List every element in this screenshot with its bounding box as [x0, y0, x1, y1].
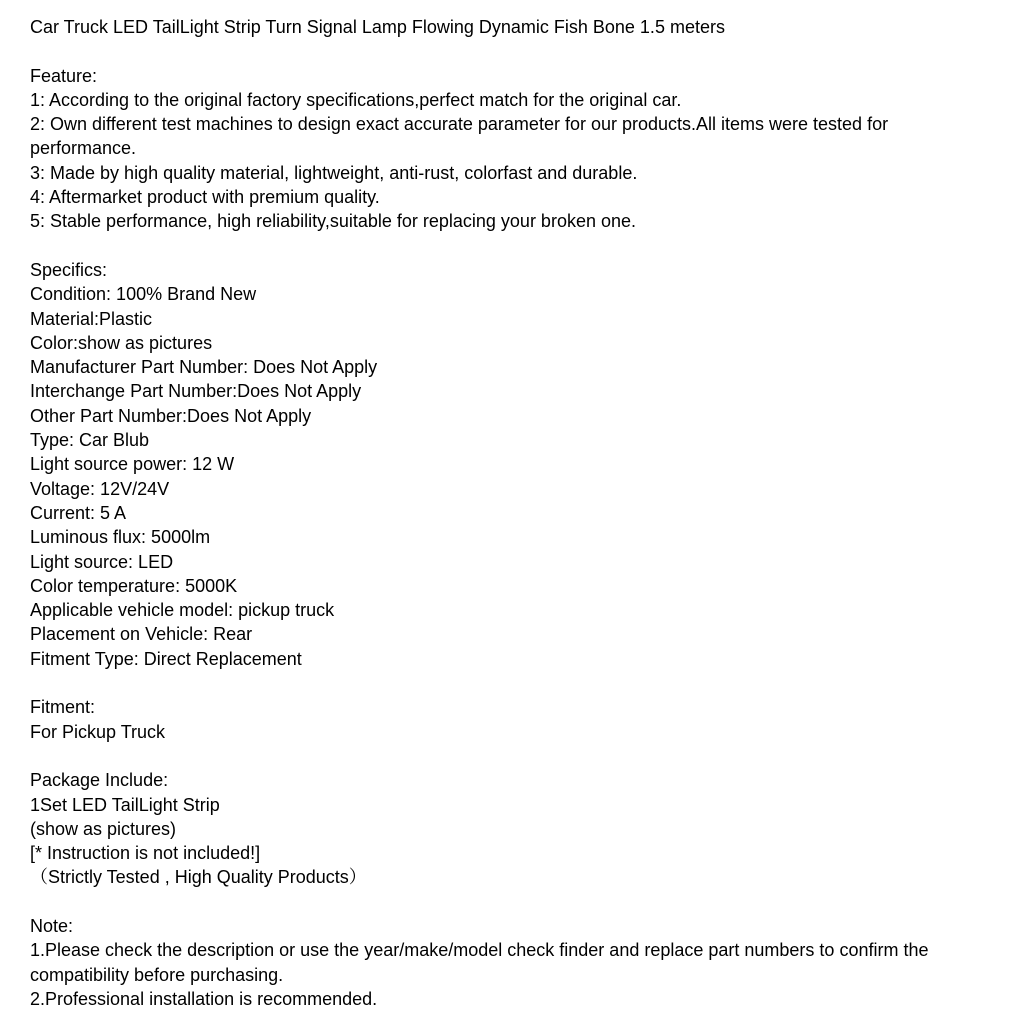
text-line: Placement on Vehicle: Rear	[30, 624, 253, 645]
text-line: 1.Please check the description or use the year/make/model check finder and replace part numbers to confirm the compatibility before purchasing.	[30, 940, 929, 985]
text-line: Luminous flux: 5000lm	[30, 527, 211, 548]
section-heading: Feature:	[30, 65, 98, 86]
text-line: 5: Stable performance, high reliability,suitable for replacing your broken one.	[30, 211, 637, 232]
text-line: (show as pictures)	[30, 818, 177, 839]
section-heading: Package Include:	[30, 770, 169, 791]
section-heading: Fitment:	[30, 697, 96, 718]
section-feature	[30, 64, 980, 234]
section-note	[30, 914, 980, 1011]
text-line: Other Part Number:Does Not Apply	[30, 405, 312, 426]
text-line: Color:show as pictures	[30, 332, 213, 353]
text-line: Applicable vehicle model: pickup truck	[30, 600, 335, 621]
text-line: Fitment Type: Direct Replacement	[30, 648, 302, 669]
text-line: 2.Professional installation is recommended.	[30, 988, 378, 1009]
text-line: Light source power: 12 W	[30, 454, 235, 475]
text-line: Type: Car Blub	[30, 430, 150, 451]
page-title: Car Truck LED TailLight Strip Turn Signal Lamp Flowing Dynamic Fish Bone 1.5 meters	[30, 17, 725, 37]
text-line: For Pickup Truck	[30, 721, 166, 742]
text-line: 3: Made by high quality material, lightweight, anti-rust, colorfast and durable.	[30, 162, 638, 183]
section-specifics	[30, 258, 980, 671]
section-heading: Note:	[30, 915, 74, 936]
text-line: Current: 5 A	[30, 502, 127, 523]
text-line: 1: According to the original factory specifications,perfect match for the original car.	[30, 89, 682, 110]
text-line: Voltage: 12V/24V	[30, 478, 170, 499]
section-heading: Specifics:	[30, 259, 108, 280]
text-line: [* Instruction is not included!]	[30, 843, 261, 864]
text-line: Material:Plastic	[30, 308, 153, 329]
text-line: Light source: LED	[30, 551, 174, 572]
text-line: Condition: 100% Brand New	[30, 284, 257, 305]
text-line: Manufacturer Part Number: Does Not Apply	[30, 357, 378, 378]
text-line: 1Set LED TailLight Strip	[30, 794, 220, 815]
section-package-include	[30, 768, 980, 889]
text-line: （Strictly Tested , High Quality Products）	[30, 867, 367, 888]
text-line: 4: Aftermarket product with premium quality.	[30, 187, 380, 208]
text-line: Color temperature: 5000K	[30, 575, 238, 596]
text-line: 2: Own different test machines to design exact accurate parameter for our products.All items were tested for performance.	[30, 114, 889, 159]
text-line: Interchange Part Number:Does Not Apply	[30, 381, 362, 402]
section-fitment	[30, 695, 980, 744]
